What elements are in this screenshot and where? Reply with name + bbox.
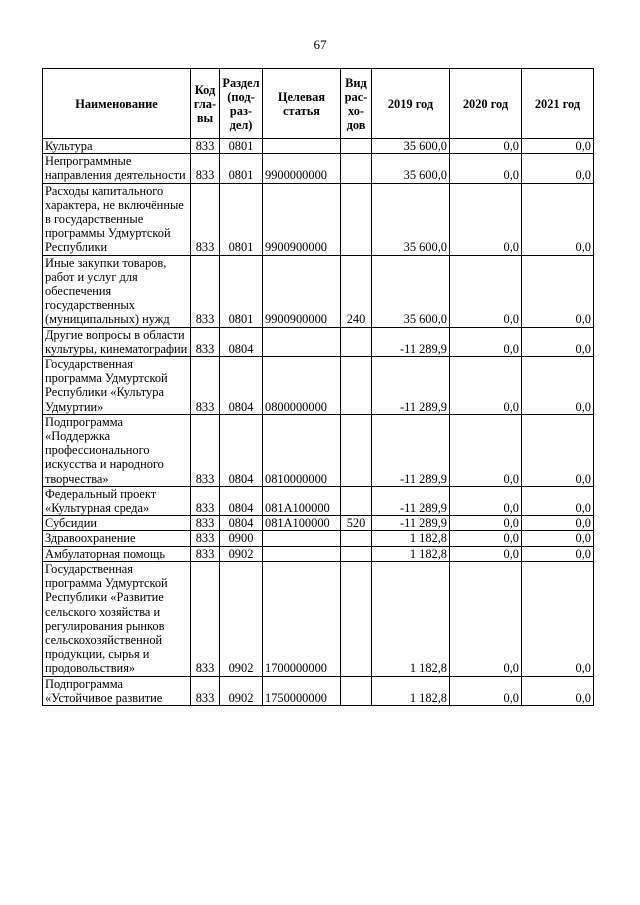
table-row xyxy=(43,357,594,415)
cell-name: Федеральный проект «Культурная среда» xyxy=(43,486,191,515)
cell-target xyxy=(263,546,341,561)
cell-section: 0804 xyxy=(220,327,263,356)
cell-section: 0804 xyxy=(220,486,263,515)
cell-code: 833 xyxy=(191,516,220,531)
cell-y2019: -11 289,9 xyxy=(372,357,450,415)
cell-y2019: 35 600,0 xyxy=(372,139,450,154)
cell-y2019: 35 600,0 xyxy=(372,183,450,255)
cell-y2019: -11 289,9 xyxy=(372,516,450,531)
cell-section: 0804 xyxy=(220,357,263,415)
cell-code: 833 xyxy=(191,183,220,255)
table-row xyxy=(43,327,594,356)
cell-expense-type xyxy=(341,414,372,486)
header-2019: 2019 год xyxy=(372,69,450,139)
cell-target: 081A100000 xyxy=(263,516,341,531)
cell-name: Подпрограмма «Поддержка профессионального искусства и народного творчества» xyxy=(43,414,191,486)
cell-section: 0801 xyxy=(220,139,263,154)
cell-section: 0804 xyxy=(220,414,263,486)
cell-expense-type xyxy=(341,154,372,183)
cell-section: 0801 xyxy=(220,154,263,183)
cell-name: Непрограммные направления деятельности xyxy=(43,154,191,183)
cell-target: 081A100000 xyxy=(263,486,341,515)
header-code: Код гла-вы xyxy=(191,69,220,139)
cell-section: 0801 xyxy=(220,255,263,327)
cell-y2019: 1 182,8 xyxy=(372,676,450,705)
cell-name: Культура xyxy=(43,139,191,154)
table-row xyxy=(43,414,594,486)
table-body xyxy=(43,139,594,706)
cell-target xyxy=(263,531,341,546)
cell-expense-type xyxy=(341,357,372,415)
cell-code: 833 xyxy=(191,139,220,154)
cell-expense-type xyxy=(341,546,372,561)
cell-y2021: 0,0 xyxy=(522,676,594,705)
table-row xyxy=(43,546,594,561)
cell-target: 9900900000 xyxy=(263,255,341,327)
table-row xyxy=(43,486,594,515)
cell-name: Государственная программа Удмуртской Республики «Культура Удмуртии» xyxy=(43,357,191,415)
page-number: 67 xyxy=(313,37,327,52)
cell-name: Иные закупки товаров, работ и услуг для обеспечения государственных (муниципальных) нужд xyxy=(43,255,191,327)
cell-section: 0902 xyxy=(220,561,263,676)
table-row xyxy=(43,154,594,183)
budget-table xyxy=(42,68,594,706)
table-row xyxy=(43,139,594,154)
cell-target xyxy=(263,327,341,356)
cell-name: Амбулаторная помощь xyxy=(43,546,191,561)
cell-target: 0810000000 xyxy=(263,414,341,486)
cell-section: 0801 xyxy=(220,183,263,255)
cell-y2021: 0,0 xyxy=(522,561,594,676)
header-target: Целевая статья xyxy=(263,69,341,139)
cell-code: 833 xyxy=(191,154,220,183)
header-2021: 2021 год xyxy=(522,69,594,139)
cell-y2021: 0,0 xyxy=(522,414,594,486)
cell-expense-type: 520 xyxy=(341,516,372,531)
cell-section: 0900 xyxy=(220,531,263,546)
cell-code: 833 xyxy=(191,327,220,356)
cell-name: Субсидии xyxy=(43,516,191,531)
cell-y2019: -11 289,9 xyxy=(372,414,450,486)
cell-y2020: 0,0 xyxy=(450,561,522,676)
cell-code: 833 xyxy=(191,357,220,415)
cell-y2020: 0,0 xyxy=(450,676,522,705)
cell-name: Здравоохранение xyxy=(43,531,191,546)
table-row xyxy=(43,676,594,705)
table-row xyxy=(43,183,594,255)
cell-name: Подпрограмма «Устойчивое развитие xyxy=(43,676,191,705)
cell-y2019: -11 289,9 xyxy=(372,486,450,515)
cell-y2021: 0,0 xyxy=(522,531,594,546)
cell-code: 833 xyxy=(191,561,220,676)
cell-expense-type xyxy=(341,327,372,356)
cell-y2020: 0,0 xyxy=(450,154,522,183)
cell-expense-type xyxy=(341,183,372,255)
table-row xyxy=(43,255,594,327)
header-2020: 2020 год xyxy=(450,69,522,139)
cell-y2021: 0,0 xyxy=(522,139,594,154)
cell-expense-type xyxy=(341,676,372,705)
cell-target: 0800000000 xyxy=(263,357,341,415)
cell-target: 9900900000 xyxy=(263,183,341,255)
cell-code: 833 xyxy=(191,486,220,515)
cell-y2020: 0,0 xyxy=(450,546,522,561)
cell-y2021: 0,0 xyxy=(522,546,594,561)
cell-y2020: 0,0 xyxy=(450,255,522,327)
cell-y2020: 0,0 xyxy=(450,327,522,356)
cell-y2021: 0,0 xyxy=(522,357,594,415)
cell-y2021: 0,0 xyxy=(522,183,594,255)
cell-y2020: 0,0 xyxy=(450,414,522,486)
table-row xyxy=(43,531,594,546)
cell-y2019: 35 600,0 xyxy=(372,255,450,327)
cell-y2020: 0,0 xyxy=(450,531,522,546)
cell-target: 1700000000 xyxy=(263,561,341,676)
cell-target xyxy=(263,139,341,154)
cell-expense-type xyxy=(341,486,372,515)
cell-y2020: 0,0 xyxy=(450,516,522,531)
cell-section: 0804 xyxy=(220,516,263,531)
cell-y2019: 1 182,8 xyxy=(372,546,450,561)
cell-y2020: 0,0 xyxy=(450,357,522,415)
cell-section: 0902 xyxy=(220,546,263,561)
cell-y2019: 1 182,8 xyxy=(372,561,450,676)
cell-y2019: 35 600,0 xyxy=(372,154,450,183)
cell-y2021: 0,0 xyxy=(522,327,594,356)
cell-code: 833 xyxy=(191,676,220,705)
cell-y2021: 0,0 xyxy=(522,255,594,327)
cell-y2021: 0,0 xyxy=(522,516,594,531)
table-row xyxy=(43,516,594,531)
cell-expense-type xyxy=(341,139,372,154)
cell-expense-type xyxy=(341,561,372,676)
cell-name: Расходы капитального характера, не включённые в государственные программы Удмуртской Республики xyxy=(43,183,191,255)
cell-code: 833 xyxy=(191,546,220,561)
cell-y2021: 0,0 xyxy=(522,154,594,183)
cell-target: 9900000000 xyxy=(263,154,341,183)
cell-name: Государственная программа Удмуртской Республики «Развитие сельского хозяйства и регулирования рынков сельскохозяйственной продукции, сырья и продовольствия» xyxy=(43,561,191,676)
cell-y2020: 0,0 xyxy=(450,139,522,154)
cell-expense-type xyxy=(341,531,372,546)
cell-expense-type: 240 xyxy=(341,255,372,327)
table-header-row xyxy=(43,69,594,139)
cell-code: 833 xyxy=(191,531,220,546)
cell-name: Другие вопросы в области культуры, кинематографии xyxy=(43,327,191,356)
cell-y2019: -11 289,9 xyxy=(372,327,450,356)
header-expense-type: Вид рас-хо-дов xyxy=(341,69,372,139)
cell-y2019: 1 182,8 xyxy=(372,531,450,546)
header-name: Наименование xyxy=(43,69,191,139)
cell-section: 0902 xyxy=(220,676,263,705)
cell-y2021: 0,0 xyxy=(522,486,594,515)
header-section: Раздел (под-раз-дел) xyxy=(220,69,263,139)
cell-y2020: 0,0 xyxy=(450,183,522,255)
table-row xyxy=(43,561,594,676)
cell-y2020: 0,0 xyxy=(450,486,522,515)
cell-code: 833 xyxy=(191,255,220,327)
cell-code: 833 xyxy=(191,414,220,486)
cell-target: 1750000000 xyxy=(263,676,341,705)
